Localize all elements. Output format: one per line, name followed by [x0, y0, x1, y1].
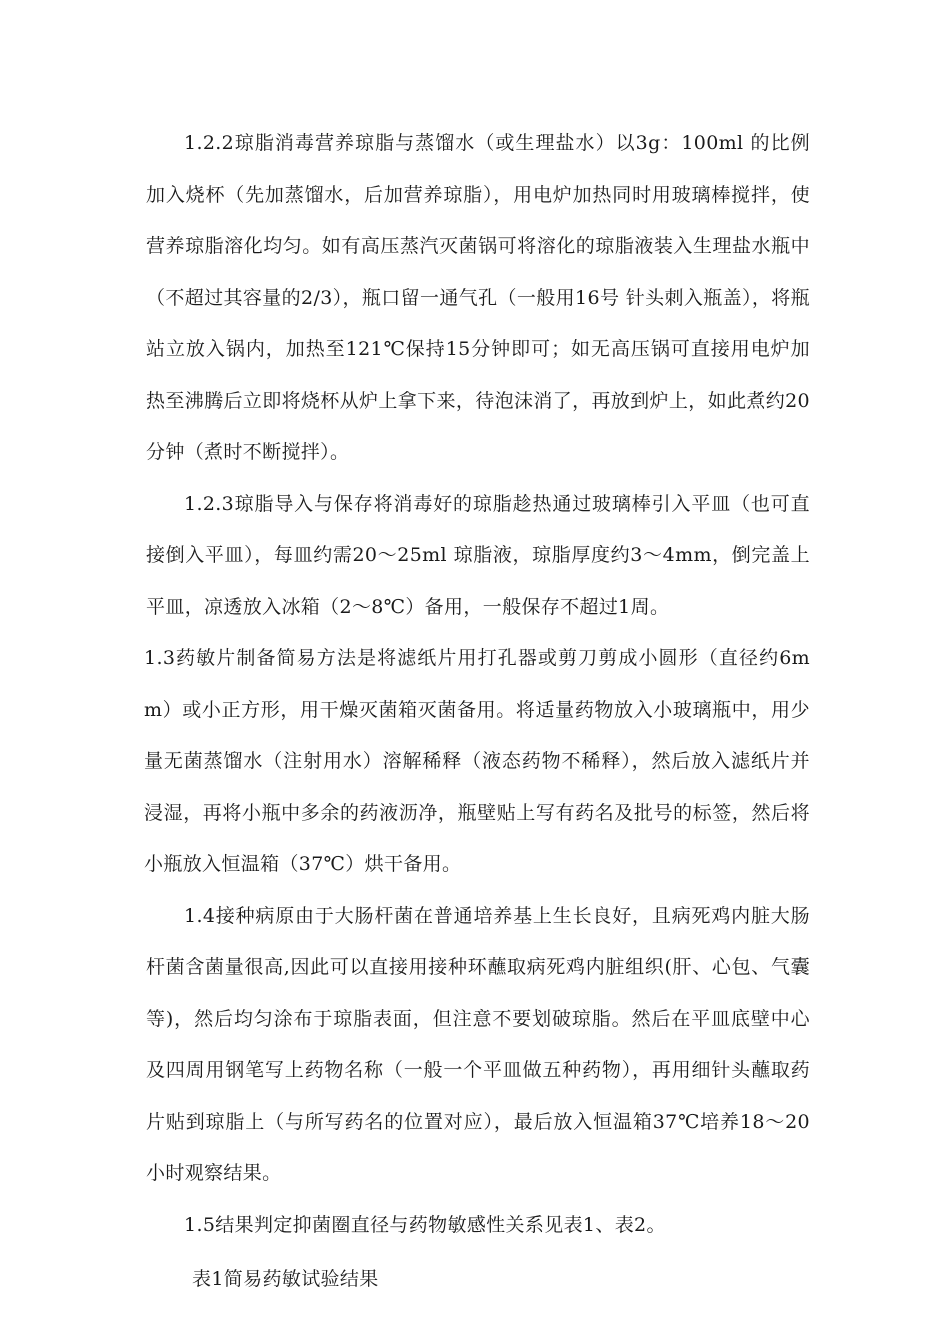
paragraph-1-4: 1.4接种病原由于大肠杆菌在普通培养基上生长良好，且病死鸡内脏大肠杆菌含菌量很高,因此可以直接用接种环蘸取病死鸡内脏组织(肝、心包、气囊等)，然后均匀涂布于琼脂表面，但注意不要划破琼脂。然后在平皿底壁中心及四周用钢笔写上药物名称（一般一个平皿做五种药物），再用细针头蘸取药片贴到琼脂上（与所写药名的位置对应），最后放入恒温箱37℃培养18～20小时观察结果。 [146, 904, 810, 1184]
paragraph-1-3: 1.3药敏片制备简易方法是将滤纸片用打孔器或剪刀剪成小圆形（直径约6mm）或小正方形，用干燥灭菌箱灭菌备用。将适量药物放入小玻璃瓶中，用少量无菌蒸馏水（注射用水）溶解稀释（液态药物不稀释），然后放入滤纸片并浸湿，再将小瓶中多余的药液沥净，瓶壁贴上写有药名及批号的标签，然后将小瓶放入恒温箱（37℃）烘干备用。 [144, 647, 810, 875]
document-body [146, 118, 810, 1306]
paragraph-1-2-3: 1.2.3琼脂导入与保存将消毒好的琼脂趁热通过玻璃棒引入平皿（也可直接倒入平皿），每皿约需20～25ml 琼脂液，琼脂厚度约3～4mm，倒完盖上平皿，凉透放入冰箱（2～8℃）备用，一般保存不超过1周。 [146, 492, 810, 618]
paragraph-1-5: 1.5结果判定抑菌圈直径与药物敏感性关系见表1、表2。 [184, 1213, 666, 1236]
paragraph-1-2-2: 1.2.2琼脂消毒营养琼脂与蒸馏水（或生理盐水）以3g：100ml 的比例加入烧杯（先加蒸馏水，后加营养琼脂），用电炉加热同时用玻璃棒搅拌，使营养琼脂溶化均匀。如有高压蒸汽灭菌锅可将溶化的琼脂液装入生理盐水瓶中（不超过其容量的2/3），瓶口留一通气孔（一般用16号 针头刺入瓶盖），将瓶站立放入锅内，加热至121℃保持15分钟即可；如无高压锅可直接用电炉加热至沸腾后立即将烧杯从炉上拿下来，待泡沫消了，再放到炉上，如此煮约20分钟（煮时不断搅拌）。 [146, 132, 810, 463]
table-caption: 表1简易药敏试验结果 [192, 1268, 379, 1290]
